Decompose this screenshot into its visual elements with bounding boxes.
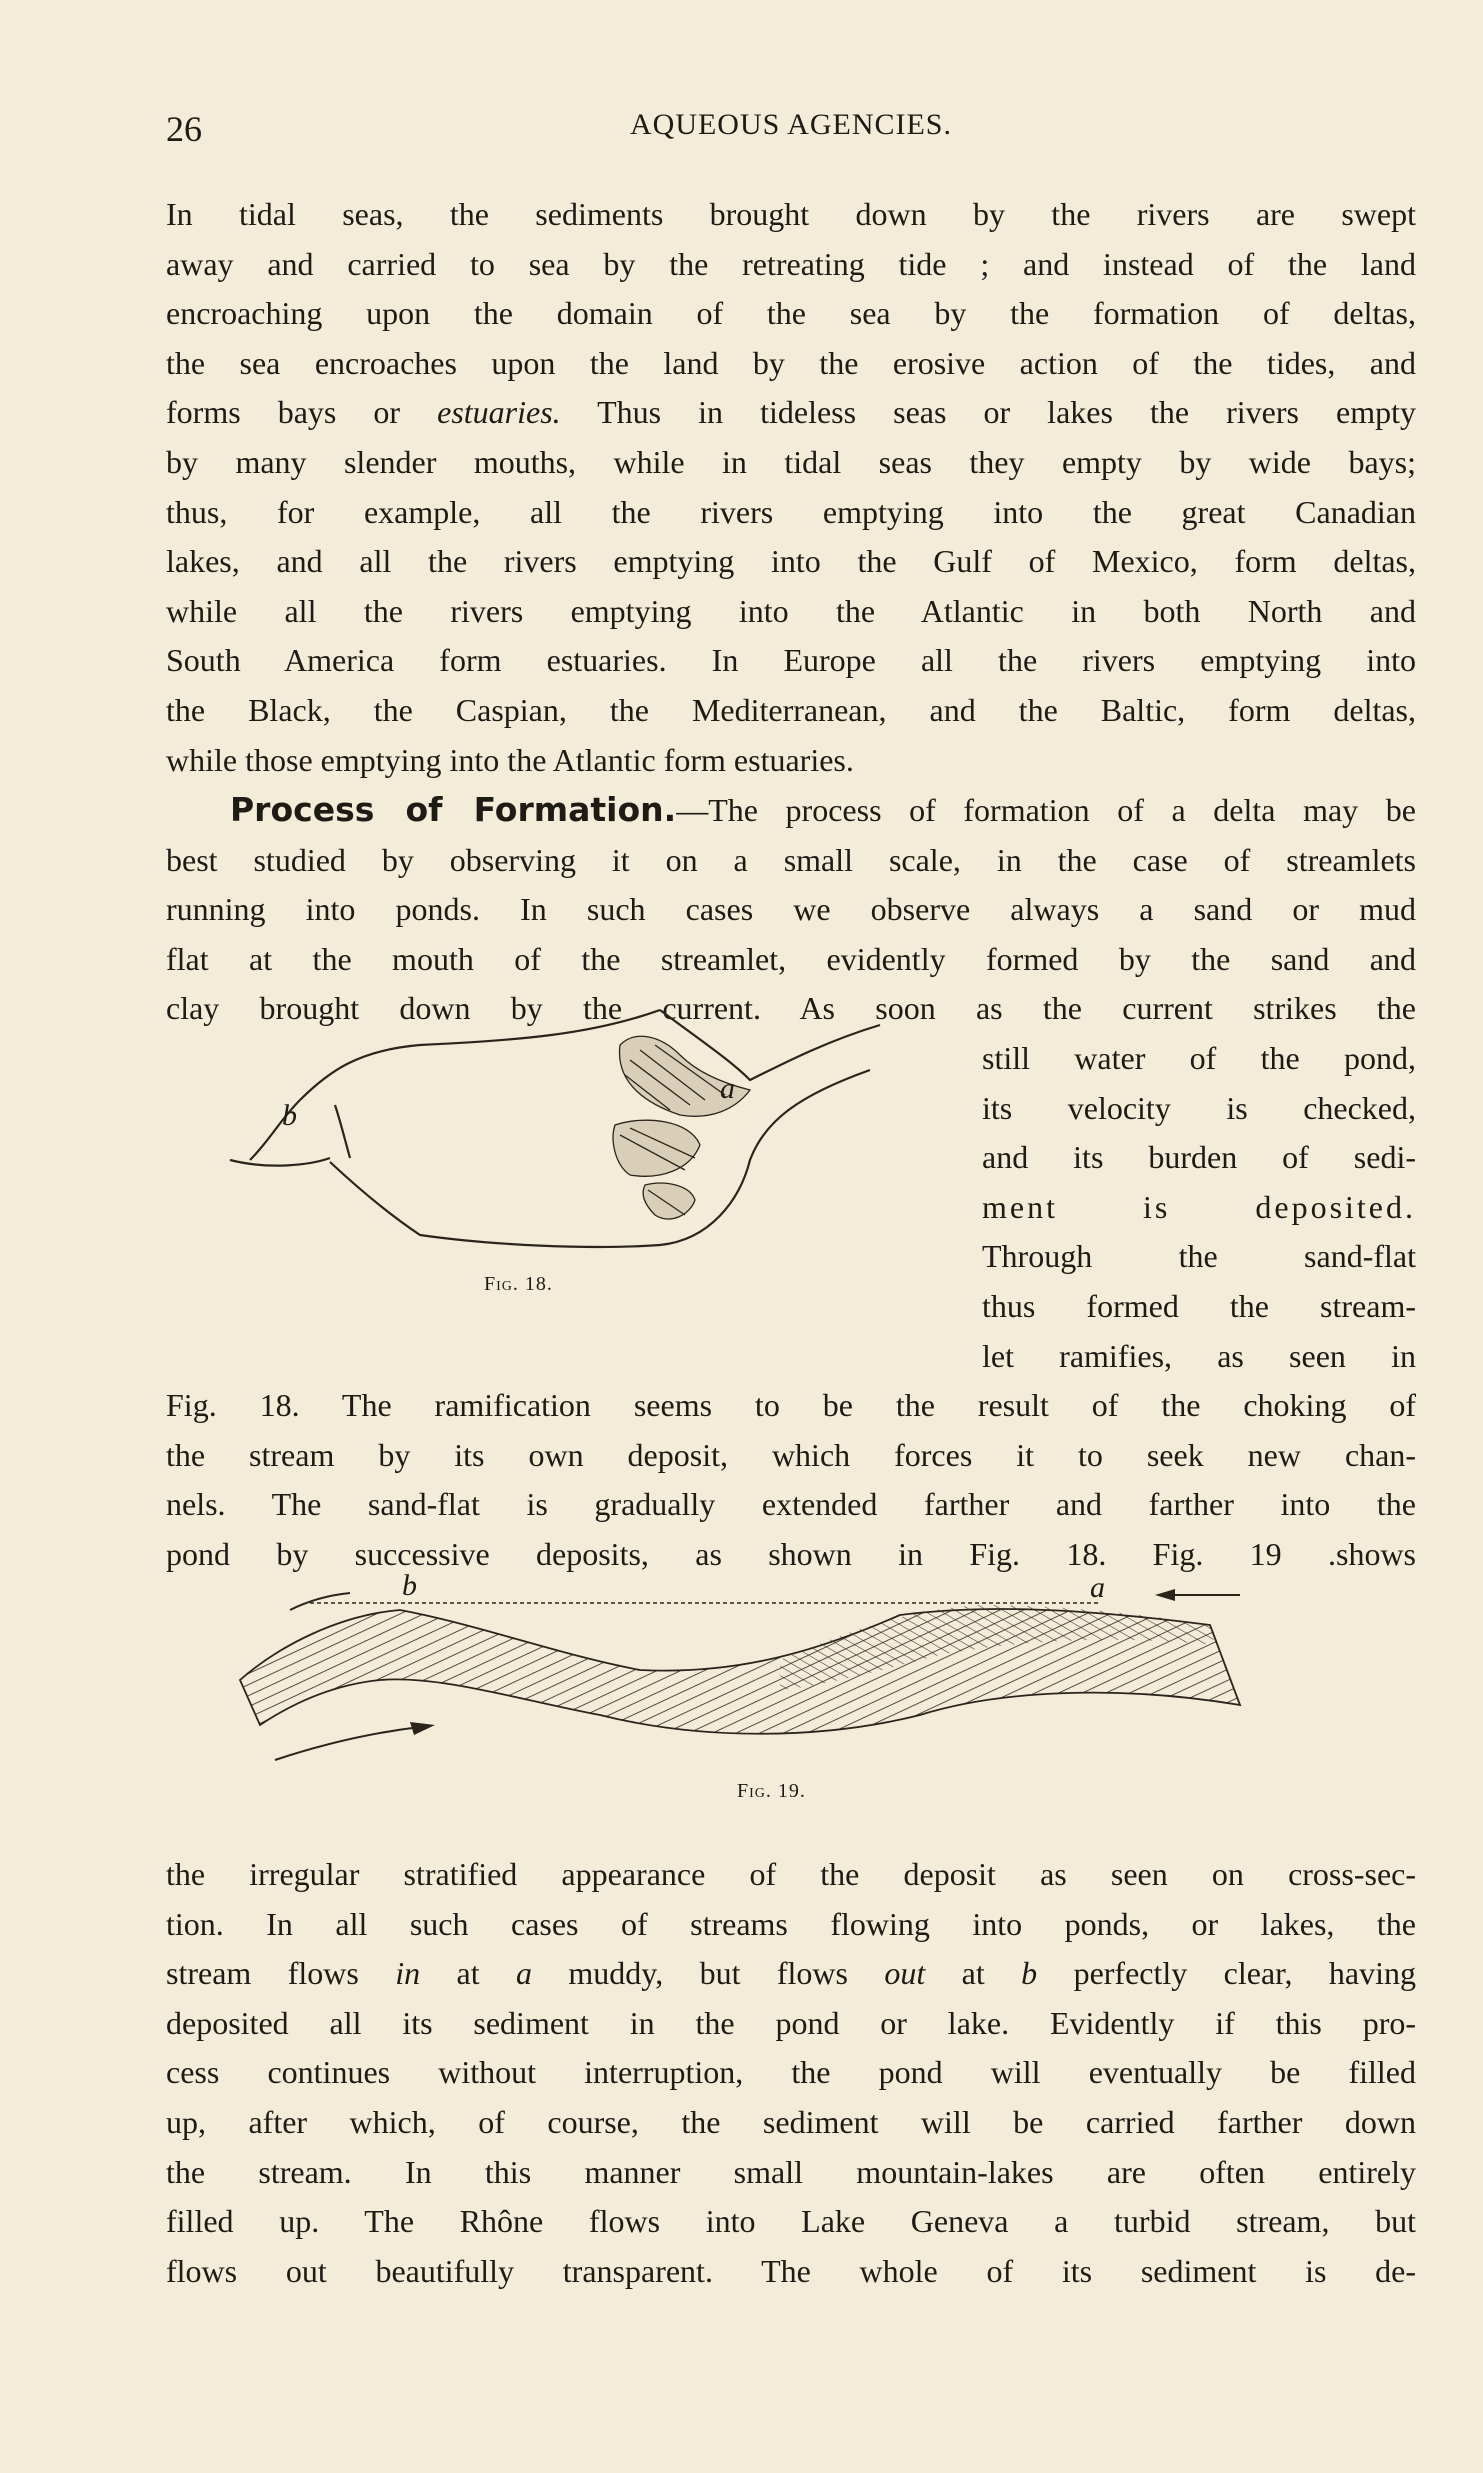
- sand-flat-lower: [643, 1183, 695, 1219]
- text-line: flows out beautifully transparent. The whole of its sediment is de-: [166, 2252, 1416, 2289]
- text-line: tion. In all such cases of streams flowing into ponds, or lakes, the: [166, 1905, 1416, 1942]
- text-run: at: [925, 1955, 1022, 1992]
- outflow-arrowhead: [410, 1722, 435, 1735]
- text-line: cess continues without interruption, the pond will eventually be filled: [166, 2054, 1416, 2091]
- text-line: while those emptying into the Atlantic form estuaries.: [166, 741, 854, 778]
- text-line: still water of the pond,: [982, 1039, 1416, 1076]
- text-run: —The process of formation of a delta may be: [676, 792, 1416, 828]
- text-line: and its burden of sedi-: [982, 1139, 1416, 1176]
- label-a: a: [720, 1072, 735, 1105]
- italic-term: a: [515, 1955, 532, 1992]
- label-b: b: [282, 1099, 297, 1132]
- text-line: its velocity is checked,: [982, 1089, 1416, 1126]
- text-line: Through the sand-flat: [982, 1238, 1416, 1275]
- text-line: up, after which, of course, the sediment will be carried farther down: [166, 2103, 1416, 2140]
- text-line: ment is deposited.: [982, 1188, 1416, 1225]
- text-line: the stream. In this manner small mountain-lakes are often entirely: [166, 2153, 1416, 2190]
- sand-flat-middle: [613, 1120, 700, 1176]
- text-run: muddy, but flows: [531, 1955, 885, 1992]
- text-line: running into ponds. In such cases we observe always a sand or mud: [166, 891, 1416, 928]
- text-line: the irregular stratified appearance of the deposit as seen on cross-sec-: [166, 1856, 1416, 1892]
- text-line: [166, 1949, 1416, 1999]
- text-line: clay brought down by the current. As soon as the current strikes the: [166, 990, 1416, 1027]
- outflow-arrow: [275, 1727, 420, 1760]
- text-line: lakes, and all the rivers emptying into the Gulf of Mexico, form deltas,: [166, 543, 1416, 580]
- surface-current-left: [290, 1593, 350, 1610]
- text-run: at: [420, 1955, 516, 1992]
- pond-shore-lower: [330, 1162, 660, 1247]
- label-b: b: [402, 1569, 417, 1602]
- text-line: encroaching upon the domain of the sea by the formation of deltas,: [166, 295, 1416, 332]
- section-heading: Process of Formation.: [230, 790, 677, 829]
- text-line: thus, for example, all the rivers emptying into the great Canadian: [166, 493, 1416, 530]
- text-line: [166, 785, 1416, 836]
- sand-flat-hatching: [613, 1036, 750, 1219]
- italic-term: estuaries.: [437, 394, 561, 431]
- italic-term: out: [884, 1955, 926, 1992]
- paragraph-cross-section: [166, 1850, 1416, 2296]
- italic-term: in: [395, 1955, 421, 1992]
- figure-18-delta-plan: [190, 1000, 970, 1300]
- text-line: let ramifies, as seen in: [982, 1337, 1416, 1374]
- pond-shore-upper: [300, 1010, 660, 1100]
- text-line: while all the rivers emptying into the Atlantic in both North and: [166, 592, 1416, 629]
- text-line: In tidal seas, the sediments brought down by the rivers are swept: [166, 196, 1416, 232]
- text-line: flat at the mouth of the streamlet, evidently formed by the sand and: [166, 940, 1416, 977]
- text-line: deposited all its sediment in the pond or lake. Evidently if this pro-: [166, 2004, 1416, 2041]
- text-line: nels. The sand-flat is gradually extended farther and farther into the: [166, 1486, 1416, 1523]
- text-line: by many slender mouths, while in tidal seas they empty by wide bays;: [166, 443, 1416, 480]
- page-header: [166, 108, 1416, 158]
- inflow-arrowhead: [1155, 1589, 1175, 1601]
- text-run: perfectly clear, having: [1037, 1955, 1417, 1992]
- text-line: thus formed the stream-: [982, 1287, 1416, 1324]
- running-head: AQUEOUS AGENCIES.: [629, 108, 952, 141]
- paragraph-tidal-seas: [166, 190, 1416, 785]
- text-line: pond by successive deposits, as shown in Fig. 18. Fig. 19 .shows: [166, 1535, 1416, 1572]
- figure-18-caption: Fig. 18.: [484, 1273, 553, 1295]
- text-line: the Black, the Caspian, the Mediterranean, and the Baltic, form deltas,: [166, 691, 1416, 728]
- text-line: filled up. The Rhône flows into Lake Geneva a turbid stream, but: [166, 2203, 1416, 2240]
- text-line: the stream by its own deposit, which forces it to seek new chan-: [166, 1436, 1416, 1473]
- outflow-channel: [335, 1105, 350, 1158]
- stream-outflow: [230, 1158, 330, 1166]
- italic-term: b: [1021, 1955, 1038, 1992]
- text-line: best studied by observing it on a small scale, in the case of streamlets: [166, 841, 1416, 878]
- text-line: South America form estuaries. In Europe all the rivers emptying into: [166, 642, 1416, 679]
- page-number: 26: [166, 109, 202, 149]
- label-a: a: [1090, 1571, 1105, 1604]
- text-line: away and carried to sea by the retreating tide ; and instead of the land: [166, 245, 1416, 282]
- text-run: stream flows: [166, 1955, 396, 1992]
- text-run: Thus in tideless seas or lakes the rivers empty: [560, 394, 1417, 431]
- text-line: the sea encroaches upon the land by the erosive action of the tides, and: [166, 344, 1416, 381]
- figure-19-caption: Fig. 19.: [737, 1780, 806, 1802]
- text-line: Fig. 18. The ramification seems to be the result of the choking of: [166, 1387, 1416, 1424]
- text-line: [166, 388, 1416, 438]
- text-run: forms bays or: [166, 394, 438, 431]
- figure-19-cross-section: [220, 1565, 1360, 1780]
